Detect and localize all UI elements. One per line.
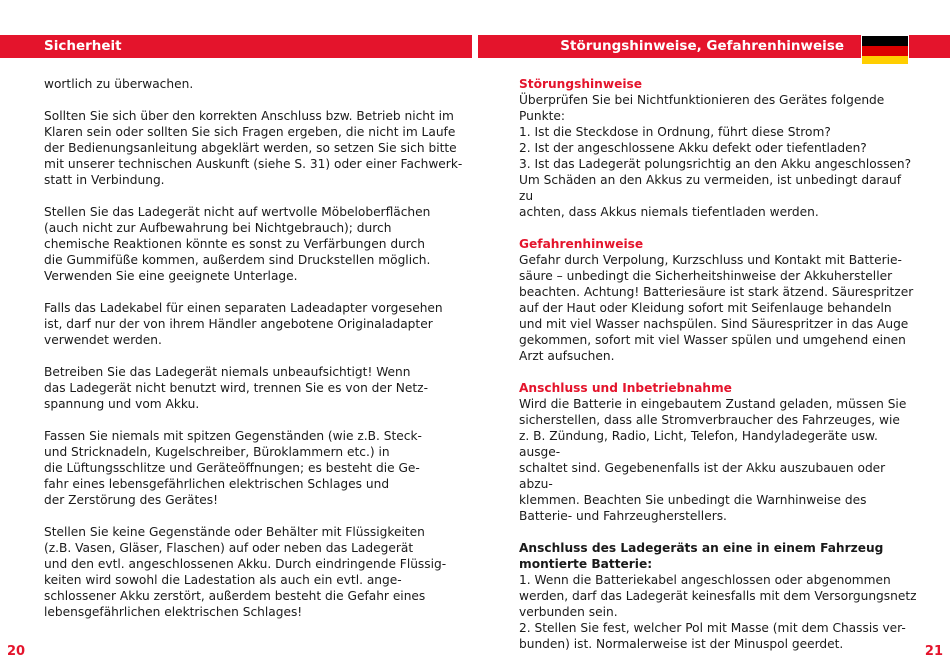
section-gefahrenhinweise [519, 236, 919, 364]
list-item: 1. Ist die Steckdose in Ordnung, führt diese Strom? [519, 125, 831, 139]
left-page-title: Sicherheit [44, 38, 122, 54]
page-number-right: 21 [924, 644, 943, 659]
paragraph: Fassen Sie niemals mit spitzen Gegenständen (wie z.B. Steck- und Stricknadeln, Kugelschreiber, Büroklammern etc.) in die Lüftungsschlitze und Geräteöffnungen; es besteht die Ge- fahr eines lebensgefährlichen elektrischen Schlages und der Zerstörung des Gerätes! [44, 429, 422, 507]
paragraph: Betreiben Sie das Ladegerät niemals unbeaufsichtigt! Wenn das Ladegerät nicht benutzt wird, trennen Sie es von der Netz- spannung und vom Akku. [44, 365, 428, 411]
section-intro: Überprüfen Sie bei Nichtfunktionieren des Gerätes folgende Punkte: [519, 93, 885, 123]
section-outro: Um Schäden an den Akkus zu vermeiden, ist unbedingt darauf zu achten, dass Akkus niemals tiefentladen werden. [519, 173, 902, 219]
section-stoerungshinweise [519, 76, 919, 220]
list-item: 2. Ist der angeschlossene Akku defekt oder tiefentladen? [519, 141, 867, 155]
section-montierte-batterie [519, 540, 919, 652]
section-text: Wird die Batterie in eingebautem Zustand geladen, müssen Sie sicherstellen, dass alle Stromverbraucher des Fahrzeuges, wie z. B. Zündung, Radio, Licht, Telefon, Handyladegeräte usw. ausge- schaltet sind. Gegebenenfalls ist der Akku auszubauen oder abzu- klemmen. Beachten Sie unbedingt die Warnhinweise des Batterie- und Fahrzeugherstellers. [519, 397, 907, 523]
section-heading: Gefahrenhinweise [519, 237, 644, 251]
right-page-title: Störungshinweise, Gefahrenhinweise [560, 38, 844, 54]
section-text: Gefahr durch Verpolung, Kurzschluss und Kontakt mit Batterie- säure – unbedingt die Sicherheitshinweise der Akkuhersteller beachten. Achtung! Batteriesäure ist stark ätzend. Säurespritzer auf der Haut oder Kleidung sofort mit Seifenlauge behandeln und mit viel Wasser nachspülen. Sind Säurespritzer in das Auge gekommen, sofort mit viel Wasser spülen und umgehend einen Arzt aufsuchen. [519, 253, 914, 363]
paragraph: Falls das Ladekabel für einen separaten Ladeadapter vorgesehen ist, darf nur der von ihrem Händler angebotene Originaladapter verwendet werden. [44, 301, 443, 347]
section-heading: Anschluss und Inbetriebnahme [519, 381, 732, 395]
paragraph: wortlich zu überwachen. [44, 77, 194, 91]
left-page-content [44, 76, 464, 636]
header-divider [472, 35, 478, 58]
list-item: 3. Ist das Ladegerät polungsrichtig an den Akku angeschlossen? [519, 157, 912, 171]
list-item: 1. Wenn die Batteriekabel angeschlossen oder abgenommen werden, darf das Ladegerät keinesfalls mit dem Versorgungsnetz verbunden sein. [519, 573, 917, 619]
right-page-content [519, 76, 919, 668]
paragraph: Sollten Sie sich über den korrekten Anschluss bzw. Betrieb nicht im Klaren sein oder sollten Sie sich Fragen ergeben, die nicht im Laufe der Bedienungsanleitung abgeklärt werden, so setzen Sie sich bitte mit unserer technischen Auskunft (siehe S. 31) oder einer Fachwerk- statt in Verbindung. [44, 109, 463, 187]
section-heading: Anschluss des Ladegeräts an eine in einem Fahrzeug montierte Batterie: [519, 541, 884, 571]
section-anschluss [519, 380, 919, 524]
paragraph: Stellen Sie keine Gegenstände oder Behälter mit Flüssigkeiten (z.B. Vasen, Gläser, Flaschen) auf oder neben das Ladegerät und den evtl. angeschlossenen Akku. Durch eindringende Flüssig- keiten wird sowohl die Ladestation als auch ein evtl. ange- schlossener Akku zerstört, außerdem besteht die Gefahr eines lebensgefährlichen elektrischen Schlages! [44, 525, 447, 619]
paragraph: Stellen Sie das Ladegerät nicht auf wertvolle Möbeloberflächen (auch nicht zur Aufbewahrung bei Nichtgebrauch); durch chemische Reaktionen könnte es sonst zu Verfärbungen durch die Gummifüße kommen, außerdem sind Druckstellen möglich. Verwenden Sie eine geeignete Unterlage. [44, 205, 431, 283]
page-number-left: 20 [7, 644, 26, 659]
german-flag-icon [861, 35, 909, 65]
section-heading: Störungshinweise [519, 77, 643, 91]
list-item: 2. Stellen Sie fest, welcher Pol mit Masse (mit dem Chassis ver- bunden) ist. Normalerweise ist der Minuspol geerdet. [519, 621, 906, 651]
